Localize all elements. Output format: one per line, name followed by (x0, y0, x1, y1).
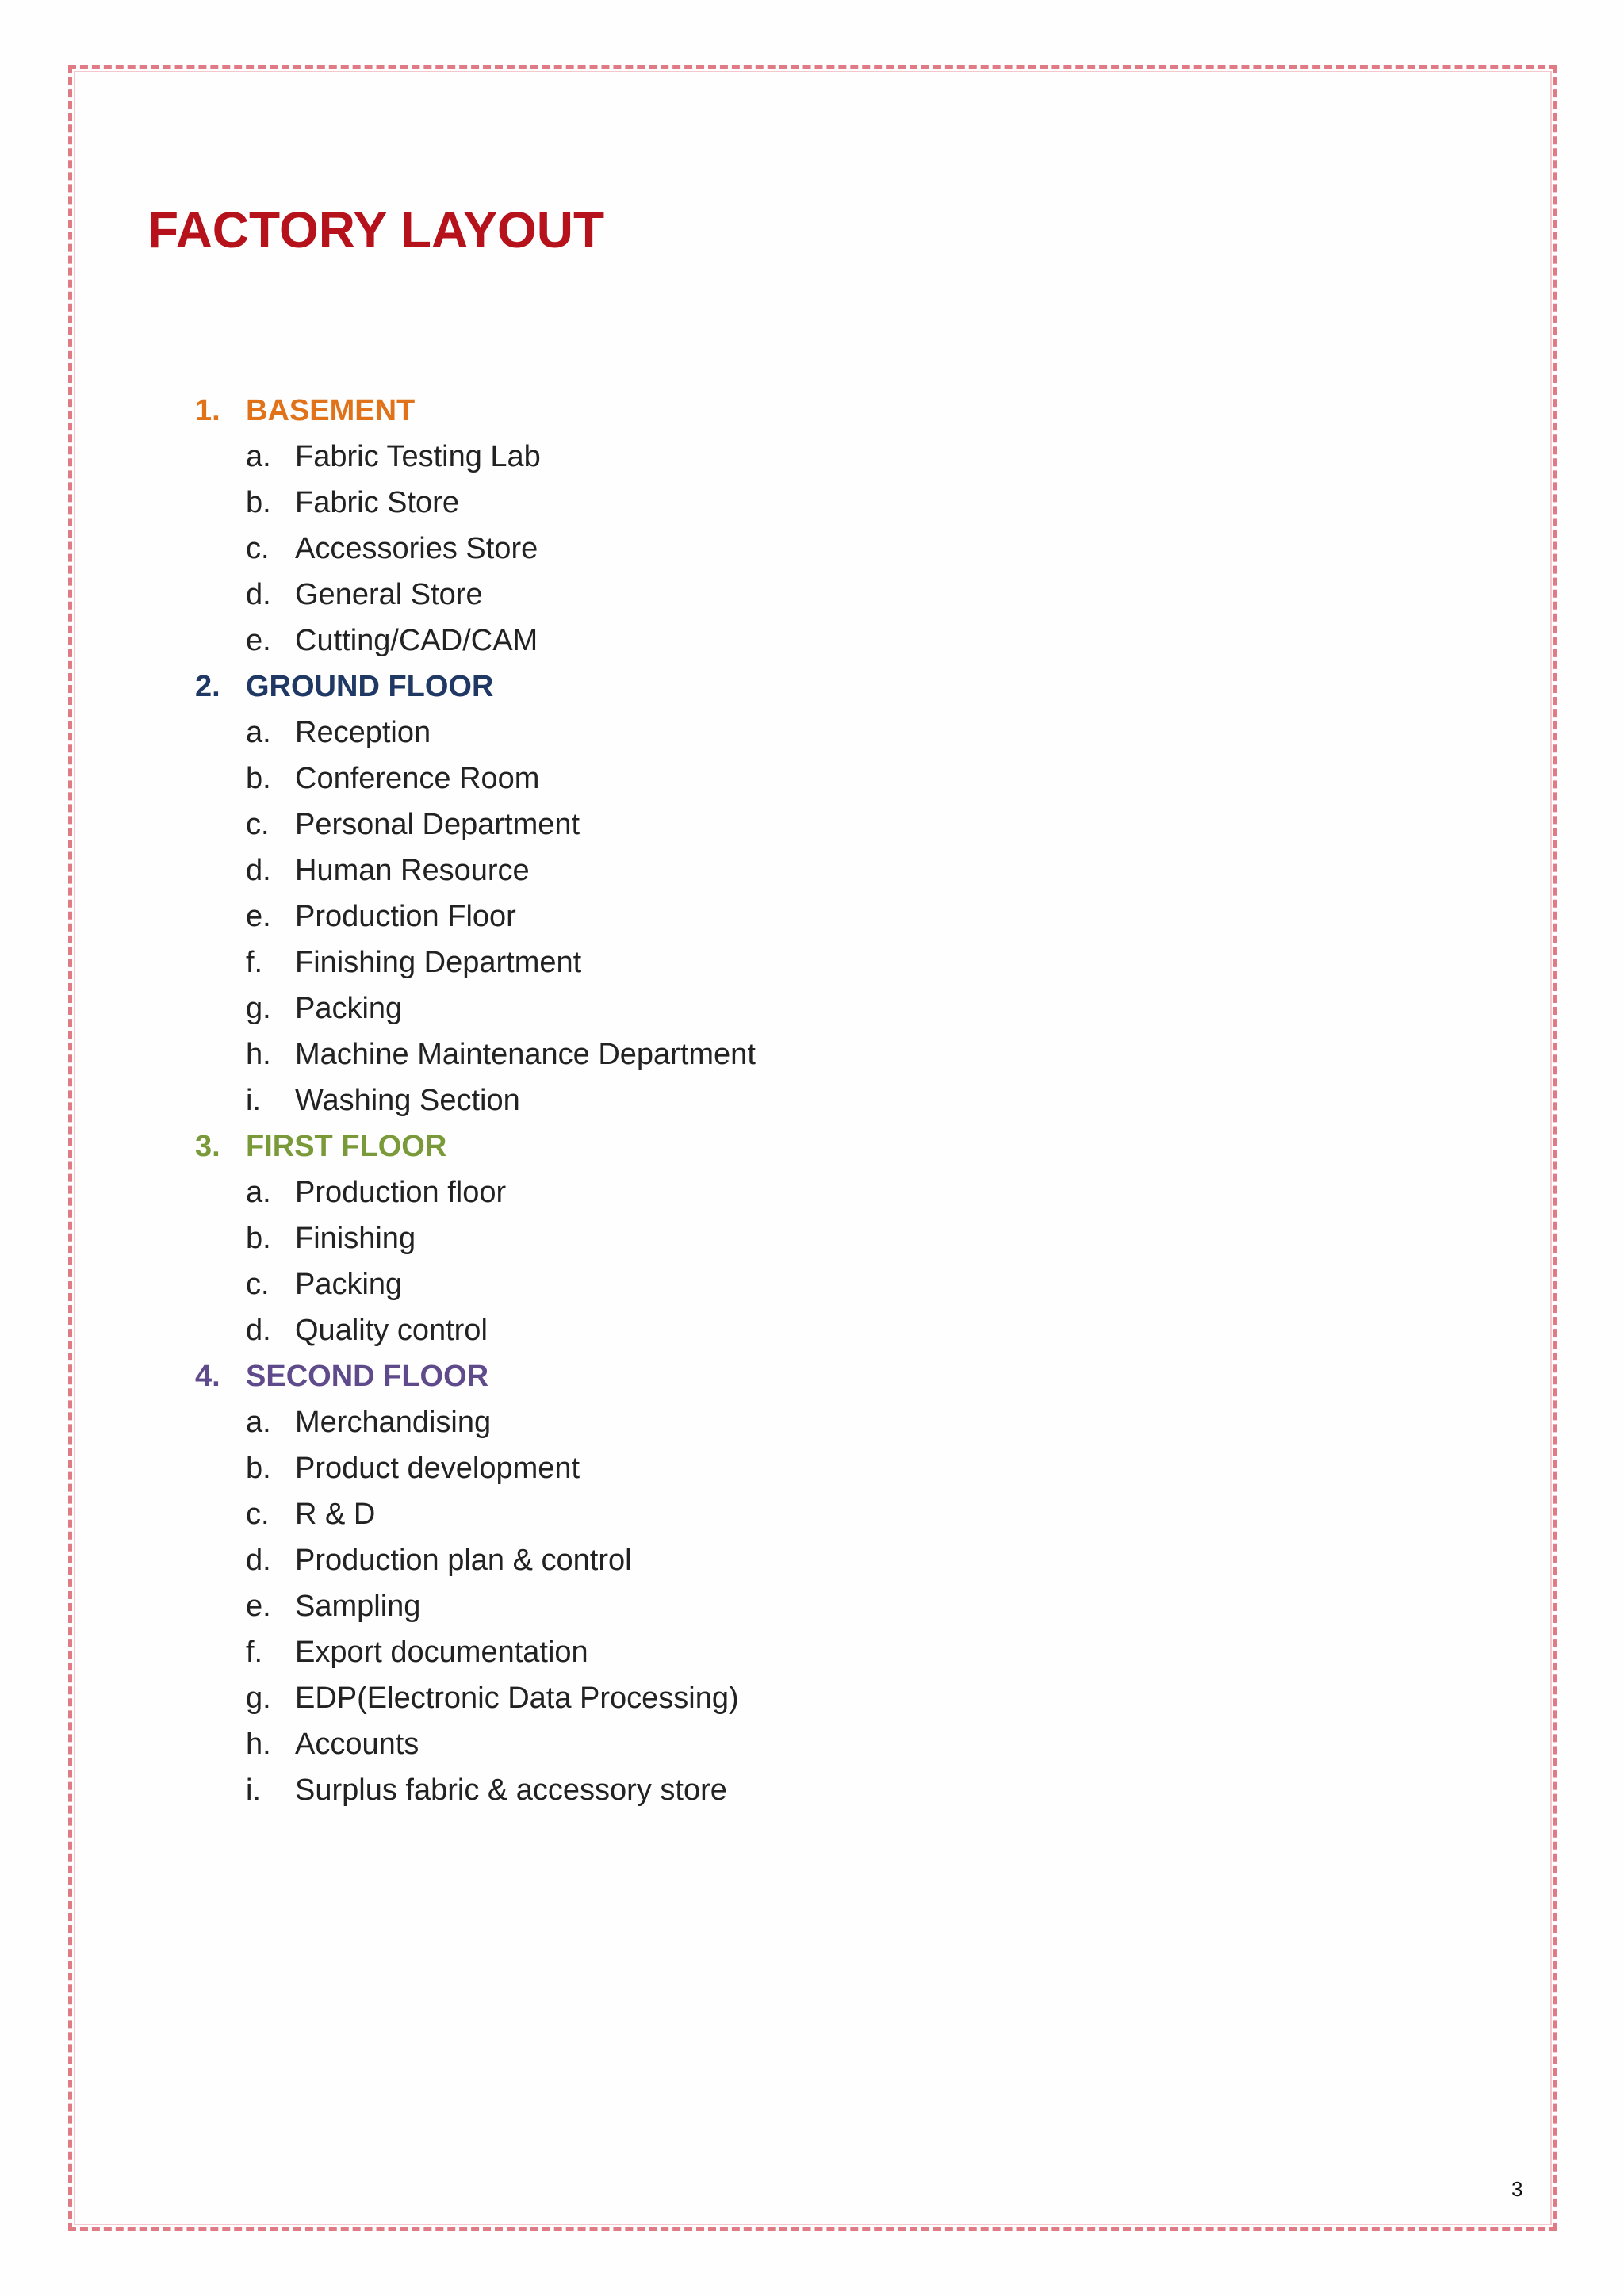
list-item-letter: d. (246, 578, 271, 611)
list-item-label: Product development (295, 1452, 580, 1485)
list-item-label: Finishing (295, 1222, 416, 1255)
list-item-label: Packing (295, 992, 403, 1025)
list-item-letter: c. (246, 1498, 270, 1531)
list-item-label: Packing (295, 1268, 403, 1301)
list-item-letter: d. (246, 854, 271, 887)
list-item-label: Finishing Department (295, 946, 582, 979)
list-item-letter: c. (246, 808, 270, 841)
list-item-letter: f. (246, 1636, 263, 1669)
list-item-label: Accessories Store (295, 532, 538, 565)
list-item-label: Surplus fabric & accessory store (295, 1774, 727, 1807)
list-item-letter: h. (246, 1038, 271, 1071)
list-item-letter: f. (246, 946, 263, 979)
list-item-label: Sampling (295, 1590, 421, 1623)
list-item-letter: e. (246, 1590, 271, 1623)
list-item-letter: a. (246, 1406, 271, 1439)
list-item-label: General Store (295, 578, 483, 611)
list-item-label: Cutting/CAD/CAM (295, 624, 538, 657)
list-item-letter: a. (246, 1176, 271, 1209)
list-item-label: Washing Section (295, 1084, 520, 1117)
list-item-letter: g. (246, 992, 271, 1025)
list-item-label: Reception (295, 716, 431, 749)
list-item-letter: g. (246, 1682, 271, 1715)
section-title: GROUND FLOOR (246, 670, 494, 703)
list-item-label: Machine Maintenance Department (295, 1038, 756, 1071)
section-title: SECOND FLOOR (246, 1360, 489, 1393)
list-item-letter: d. (246, 1314, 271, 1347)
list-item-letter: b. (246, 1452, 271, 1485)
section-title: FIRST FLOOR (246, 1130, 447, 1163)
list-item-label: Export documentation (295, 1636, 588, 1669)
list-item-letter: i. (246, 1774, 261, 1807)
list-item-letter: e. (246, 900, 271, 933)
list-item-letter: e. (246, 624, 271, 657)
list-item-letter: c. (246, 1268, 270, 1301)
list-item-label: R & D (295, 1498, 376, 1531)
list-item-letter: h. (246, 1728, 271, 1761)
list-item-label: Conference Room (295, 762, 540, 795)
list-item-label: Fabric Store (295, 486, 459, 519)
list-item-label: Production Floor (295, 900, 516, 933)
section-number: 4. (195, 1360, 220, 1393)
list-item-letter: i. (246, 1084, 261, 1117)
page-number: 3 (1511, 2177, 1523, 2201)
section-number: 3. (195, 1130, 220, 1163)
list-item-label: EDP(Electronic Data Processing) (295, 1682, 739, 1715)
list-item-letter: d. (246, 1544, 271, 1577)
section-number: 2. (195, 670, 220, 703)
list-item-letter: c. (246, 532, 270, 565)
list-item-label: Human Resource (295, 854, 530, 887)
section-title: BASEMENT (246, 394, 416, 427)
list-item-letter: b. (246, 486, 271, 519)
list-item-label: Quality control (295, 1314, 488, 1347)
list-item-letter: a. (246, 440, 271, 473)
list-item-letter: b. (246, 762, 271, 795)
section-number: 1. (195, 394, 220, 427)
list-item-letter: b. (246, 1222, 271, 1255)
list-item-label: Personal Department (295, 808, 580, 841)
list-item-label: Production plan & control (295, 1544, 632, 1577)
list-item-letter: a. (246, 716, 271, 749)
page-title: FACTORY LAYOUT (147, 201, 605, 258)
list-item-label: Production floor (295, 1176, 507, 1209)
list-item-label: Merchandising (295, 1406, 492, 1439)
list-item-label: Fabric Testing Lab (295, 440, 541, 473)
list-item-label: Accounts (295, 1728, 419, 1761)
